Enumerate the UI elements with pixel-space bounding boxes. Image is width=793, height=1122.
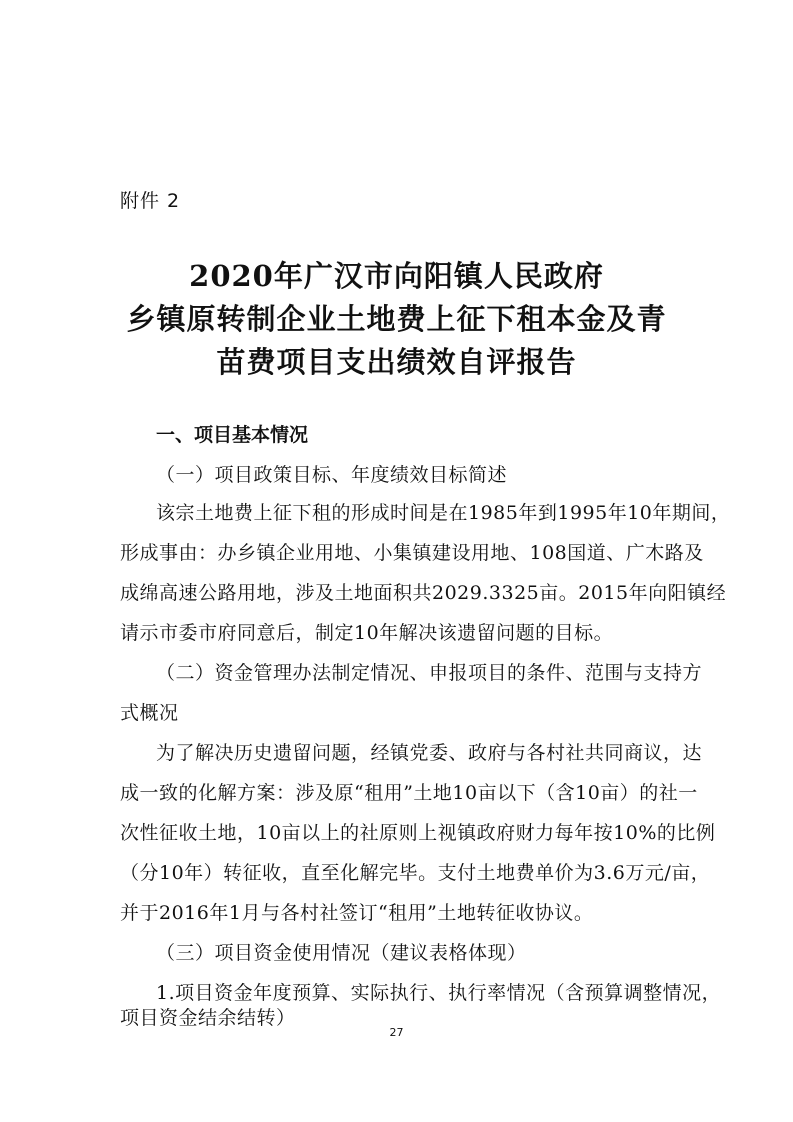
paragraph-line: 为了解决历史遗留问题，经镇党委、政府与各村社共同商议，达 (156, 742, 703, 764)
title-line-2: 乡镇原转制企业土地费上征下租本金及青 (126, 302, 667, 336)
paragraph-line: 该宗土地费上征下租的形成时间是在1985年到1995年10年期间， (156, 502, 731, 524)
annex-label: 附件 2 (120, 190, 181, 212)
list-item-continued: 项目资金结余结转） (120, 1007, 296, 1029)
list-item: 1.项目资金年度预算、实际执行、执行率情况（含预算调整情况， (156, 982, 722, 1004)
subsection-heading: （一）项目政策目标、年度绩效目标简述 (156, 464, 508, 486)
title-line-3: 苗费项目支出绩效自评报告 (216, 345, 577, 379)
paragraph-line: 请示市委市府同意后，制定10年解决该遗留问题的目标。 (120, 622, 614, 644)
title-line-1: 2020年广汉市向阳镇人民政府 (189, 259, 604, 293)
paragraph-line: 成绵高速公路用地，涉及土地面积共2029.3325亩。2015年向阳镇经 (120, 582, 727, 604)
paragraph-line: 形成事由：办乡镇企业用地、小集镇建设用地、108国道、广木路及 (120, 542, 704, 564)
paragraph-line: 成一致的化解方案：涉及原“租用”土地10亩以下（含10亩）的社一 (120, 782, 698, 804)
subsection-heading: （二）资金管理办法制定情况、申报项目的条件、范围与支持方 (156, 662, 703, 684)
subsection-heading: （三）项目资金使用情况（建议表格体现） (156, 942, 527, 964)
page-number: 27 (389, 1026, 404, 1039)
paragraph-line: （分10年）转征收，直至化解完毕。支付土地费单价为3.6万元/亩， (120, 862, 711, 884)
subsection-heading-continued: 式概况 (120, 702, 179, 724)
section-heading: 一、项目基本情况 (156, 424, 309, 446)
paragraph-line: 次性征收土地，10亩以上的社原则上视镇政府财力每年按10%的比例 (120, 822, 716, 844)
paragraph-line: 并于2016年1月与各村社签订“租用”土地转征收协议。 (120, 902, 594, 924)
